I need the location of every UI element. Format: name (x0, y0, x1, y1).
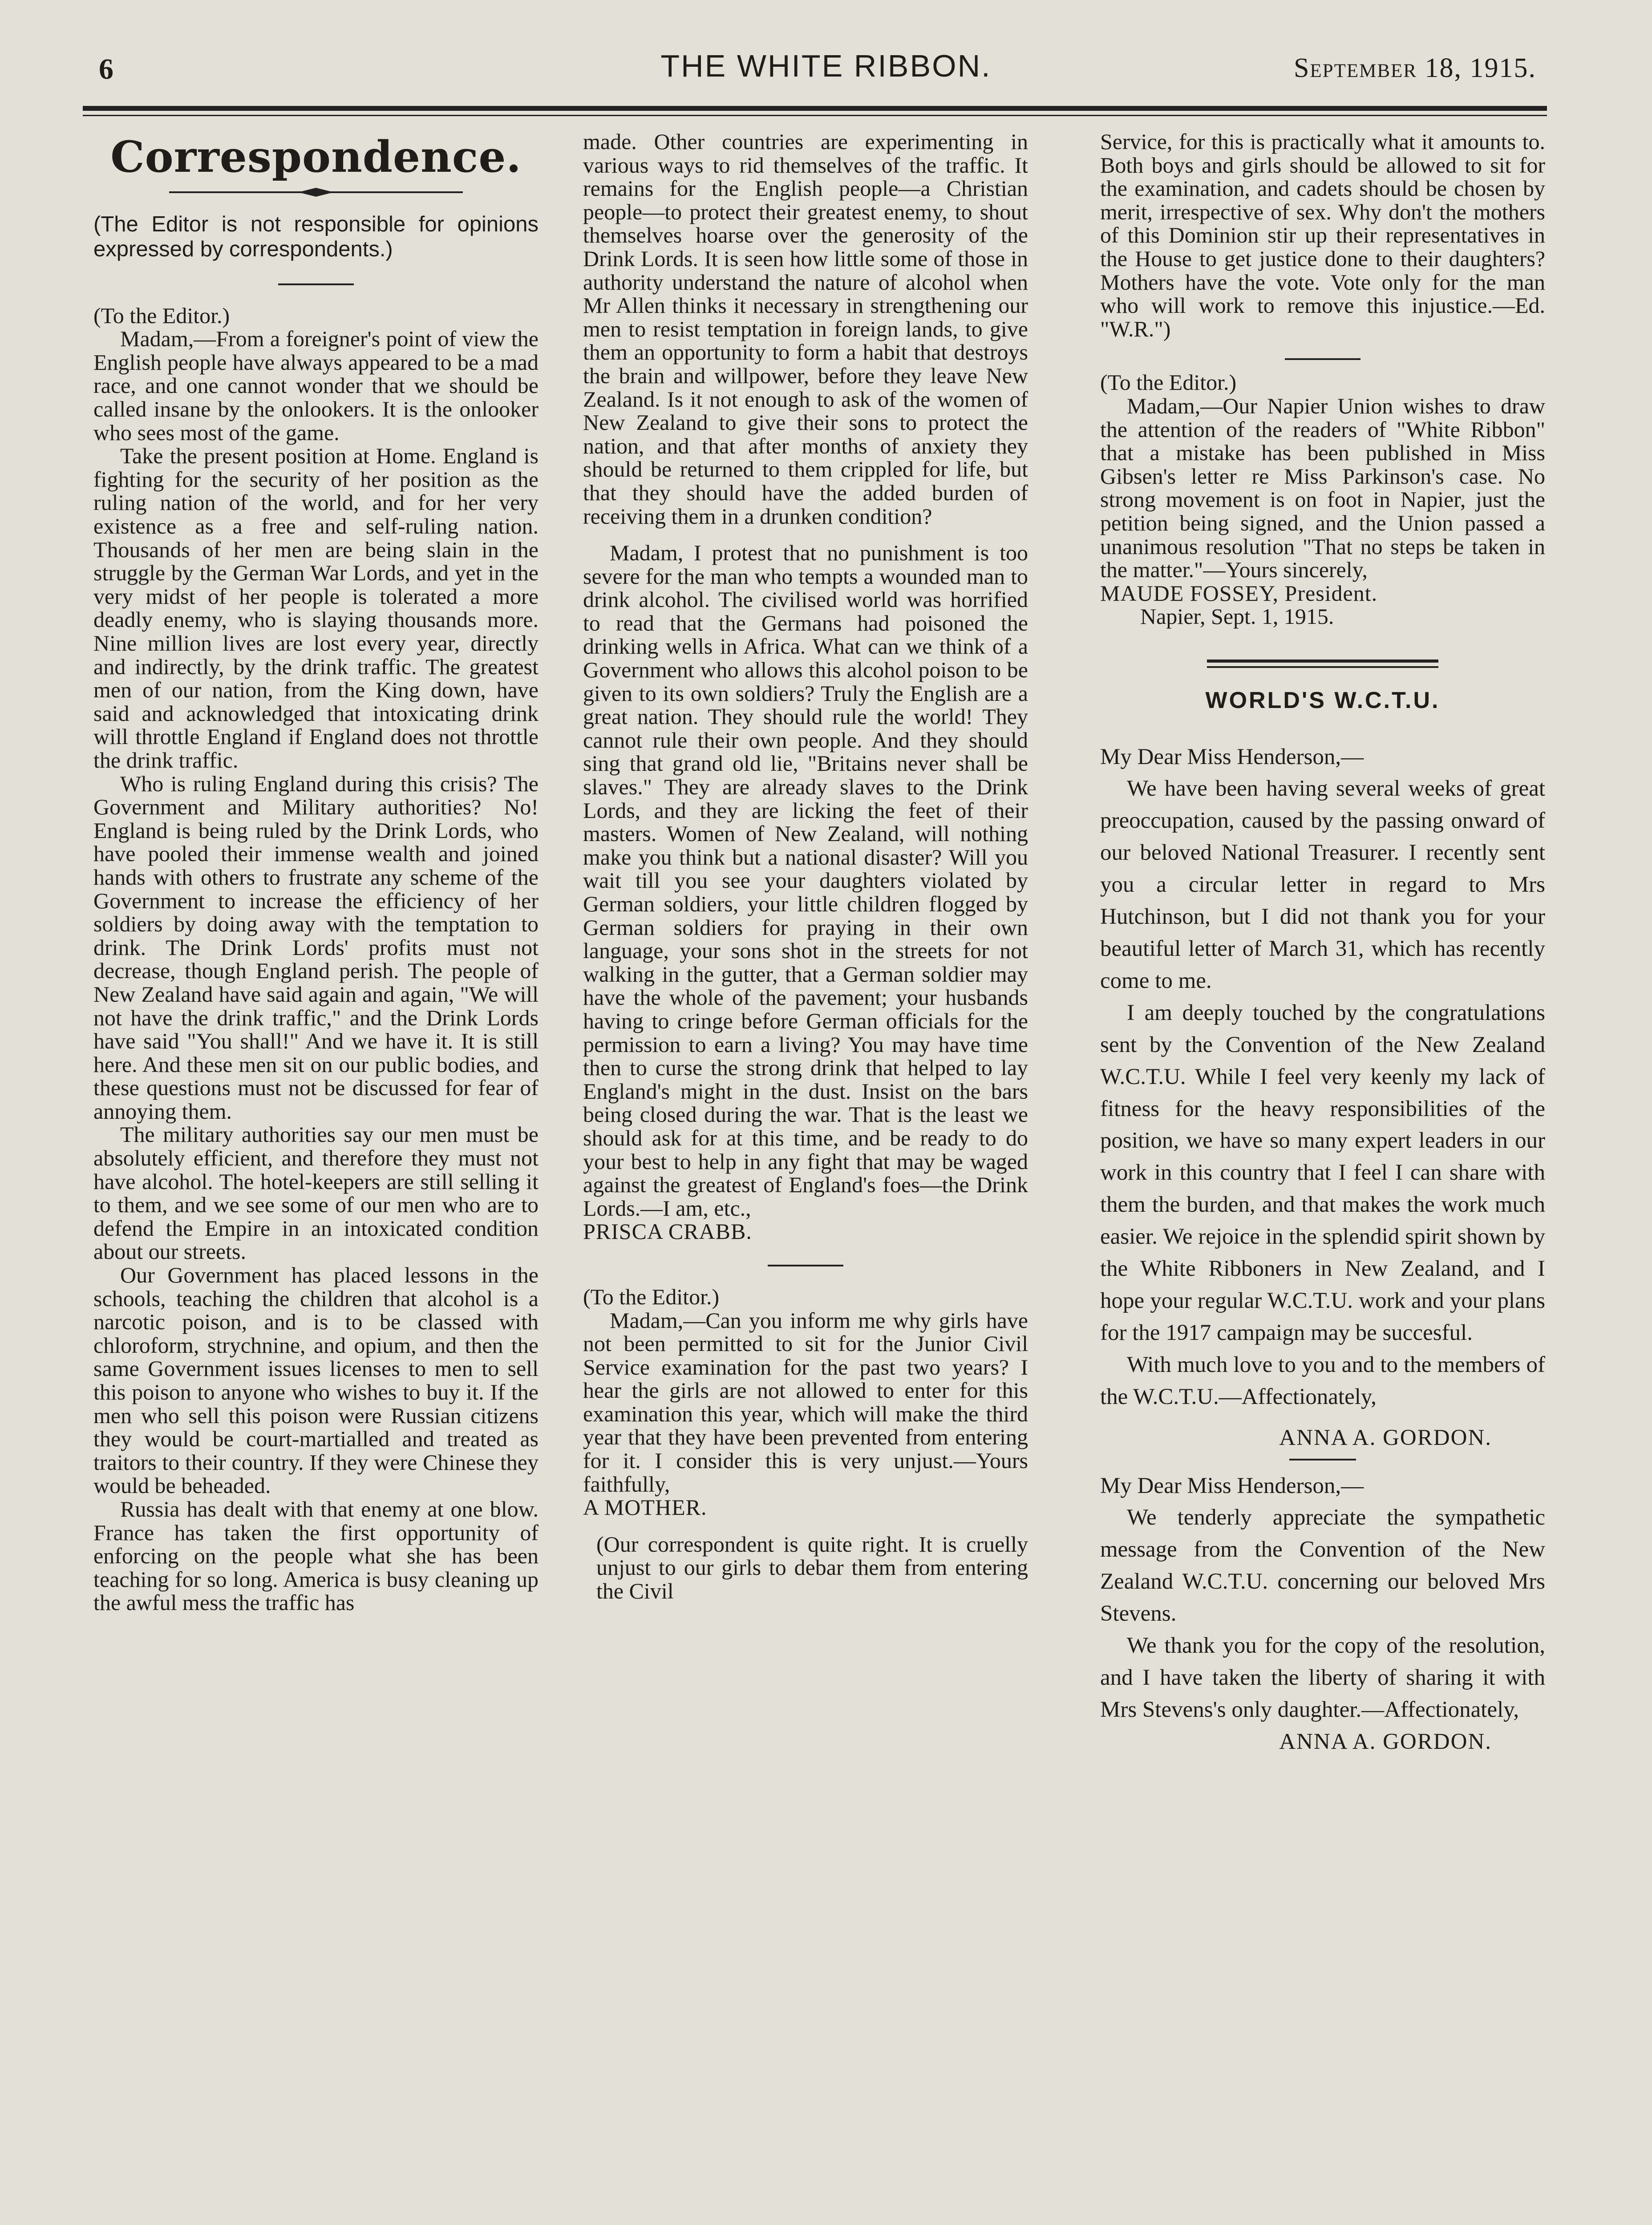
editor-disclaimer: (The Editor is not responsible for opinions expressed by correspondents.) (93, 212, 539, 261)
letter-signature: ANNA A. GORDON. (1279, 1425, 1492, 1450)
letter-paragraph: made. Other countries are experimenting in various ways to rid themselves of the traffic. It remains for the English people—a Christian people—to protect their greatest enemy, to shout themselves hoarse over the generosity of the Drink Lords. It is seen how little some of those in authority understand the nature of alcohol when Mr Allen thinks it necessary in strengthening our men to resist temptation in foreign lands, to give them an opportunity to form a habit that destroys the brain and willpower, before they leave New Zealand. Is it not enough to ask of the women of New Zealand to give their sons to protect the nation, and that after months of anxiety they should be returned to them crippled for life, but that they should have the added burden of receiving them in a drunken condition? (583, 130, 1028, 529)
to-the-editor-label: (To the Editor.) (93, 303, 230, 328)
letter-paragraph: Madam,—Our Napier Union wishes to draw the attention of the readers of "White Ribbon" that a mistake has been published in Miss Gibsen's letter re Miss Parkinson's case. No strong movement is on foot in Napier, just the petition being signed, and the Union passed a unanimous resolution "That no steps be taken in the matter."—Yours sincerely, (1100, 393, 1545, 583)
divider (1285, 358, 1360, 360)
letter-paragraph: With much love to you and to the members of the W.C.T.U.—Affectionately, (1100, 1352, 1545, 1409)
header-rule-thin (83, 115, 1547, 116)
to-the-editor-label: (To the Editor.) (1100, 370, 1237, 395)
masthead (0, 0, 1652, 116)
divider (1289, 1459, 1356, 1460)
salutation: My Dear Miss Henderson,— (1100, 744, 1364, 769)
column-3 (1100, 130, 1545, 2221)
correspondence-heading: Correspondence. (110, 132, 522, 182)
letter-paragraph: Who is ruling England during this crisis? The Government and Military authorities? No! England is being ruled by the Drink Lords, who have pooled their immense wealth and joined hands with others to frustrate any scheme of the Government to increase the efficiency of her soldiers by doing away with the temptation to drink. The Drink Lords' profits must not decrease, though England perish. The people of New Zealand have said again and again, "We will not have the drink traffic," and the Drink Lords have said "You shall!" And we have it. It is still here. And these men sit on our public bodies, and these questions must not be discussed for fear of annoying them. (93, 771, 539, 1124)
letter-signature: MAUDE FOSSEY, President. (1100, 580, 1378, 606)
editor-note-continued: Service, for this is practically what it amounts to. Both boys and girls should be allowed to sit for the examination, and cadets should be chosen by merit, irrespective of sex. Why don't the mothers of this Dominion stir up their representatives in the House to get justice done to their daughters? Mothers have the vote. Vote only for the man who will work to remove this injustice.—Ed. "W.R.") (1100, 130, 1545, 341)
place-date: Napier, Sept. 1, 1915. (1140, 604, 1334, 629)
editor-note: (Our correspondent is quite right. It is cruelly unjust to our girls to debar them from entering the Civil (596, 1531, 1028, 1604)
letter-paragraph: Madam,—Can you inform me why girls have not been permitted to sit for the Junior Civil Service examination for the past two years? I hear the girls are not allowed to enter for this examination this year, which will make the third year that they have been prevented from entering for it. I consider this is very unjust.—Yours faithfully, (583, 1307, 1028, 1497)
letter-paragraph: The military authorities say our men must be absolutely efficient, and therefore they must not have alcohol. The hotel-keepers are still selling it to them, and we see some of our men who are to defend the Empire in an intoxicated condition about our streets. (93, 1122, 539, 1264)
letter-paragraph: We thank you for the copy of the resolution, and I have taken the liberty of sharing it with Mrs Stevens's only daughter.—Affectionately, (1100, 1633, 1545, 1722)
letter-paragraph: Our Government has placed lessons in the schools, teaching the children that alcohol is a narcotic poison, and is to be classed with chloroform, strychnine, and opium, and then the same Government issues licenses to men to sell this poison to anyone who wishes to buy it. If the men who sell this poison were Russian citizens they would be court-martialled and treated as traitors to their country. If they were Chinese they would be beheaded. (93, 1262, 539, 1498)
salutation: My Dear Miss Henderson,— (1100, 1473, 1364, 1498)
page-number: 6 (99, 53, 113, 85)
letter-paragraph: We have been having several weeks of great preoccupation, caused by the passing onward of our beloved National Treasurer. I recently sent you a circular letter in regard to Mrs Hutchinson, but I did not thank you for your beautiful letter of March 31, which has recently come to me. (1100, 776, 1545, 993)
issue-date: September 18, 1915. (1293, 53, 1536, 83)
letter-paragraph: Russia has dealt with that enemy at one blow. France has taken the first opportunity of enforcing on the people what she has been teaching for so long. America is busy cleaning up the awful mess the traffic has (93, 1496, 539, 1615)
section-divider (1207, 659, 1438, 668)
newspaper-title: THE WHITE RIBBON. (660, 49, 992, 83)
divider (768, 1265, 843, 1266)
letter-paragraph: Madam,—From a foreigner's point of view the English people have always appeared to be a mad race, and one cannot wonder that we should be called insane by the onlookers. It is the onlooker who sees most of the game. (93, 326, 539, 445)
letter-paragraph: Madam, I protest that no punishment is too severe for the man who tempts a wounded man to drink alcohol. The civilised world was horrified to read that the Germans had poisoned the drinking wells in Africa. What can we think of a Government who allows this alcohol poison to be given to its own soldiers? Truly the English are a great nation. They should rule the world! They cannot rule their own people. And they should sing that grand old lie, "Britains never shall be slaves." They are already slaves to the Drink Lords, and they are licking the feet of their masters. Women of New Zealand, will nothing make you think but a national disaster? Will you wait till you see your daughters violated by German soldiers, your little children flogged by German soldiers for praying in their own language, your sons shot in the streets for not walking in the gutter, that a German soldier may have the whole of the pavement; your husbands having to cringe before German officials for the permission to earn a living? You may have time then to curse the strong drink that helped to lay England's might in the dust. Insist on the bars being closed during the war. That is the least we should ask for at this time, and be ready to do your best to help in any fight that may be waged against the greatest of England's foes—the Drink Lords.—I am, etc., (583, 540, 1028, 1221)
header-rule-thick (83, 106, 1547, 111)
letter-signature: PRISCA CRABB. (583, 1219, 752, 1244)
wctu-letters (1100, 741, 1545, 1758)
column-1 (93, 130, 539, 2221)
to-the-editor-label: (To the Editor.) (583, 1284, 720, 1309)
letter-paragraph: Take the present position at Home. England is fighting for the security of her position as the ruling nation of the world, and for her very existence as a free and self-ruling nation. Thousands of her men are being slain in the struggle by the German War Lords, and yet in the very midst of her people is tolerated a more deadly enemy, who is slaying thousands more. Nine million lives are lost every year, directly and indirectly, by the drink traffic. The greatest men of our nation, from the King down, have said and acknowledged that intoxicating drink will throttle England if England does not throttle the drink traffic. (93, 443, 539, 773)
letter-signature: A MOTHER. (583, 1495, 707, 1520)
divider (278, 283, 354, 285)
letter-paragraph: I am deeply touched by the congratulations sent by the Convention of the New Zealand W.C.T.U. While I feel very keenly my lack of fitness for the heavy responsibilities of the position, we have so many expert leaders in our work in this country that I feel I can share with them the burden, and that makes the work much easier. We rejoice in the splendid spirit shown by the White Ribboners in New Zealand, and I hope your regular W.C.T.U. work and your plans for the 1917 campaign may be succesful. (1100, 1000, 1545, 1345)
letter-paragraph: We tenderly appreciate the sympathetic message from the Convention of the New Zealand W.C.T.U. concerning our beloved Mrs Stevens. (1100, 1505, 1545, 1626)
column-2 (583, 130, 1028, 2221)
section-title: WORLD'S W.C.T.U. (1205, 687, 1440, 713)
heading-ornament (169, 186, 463, 199)
letter-signature: ANNA A. GORDON. (1279, 1729, 1492, 1754)
